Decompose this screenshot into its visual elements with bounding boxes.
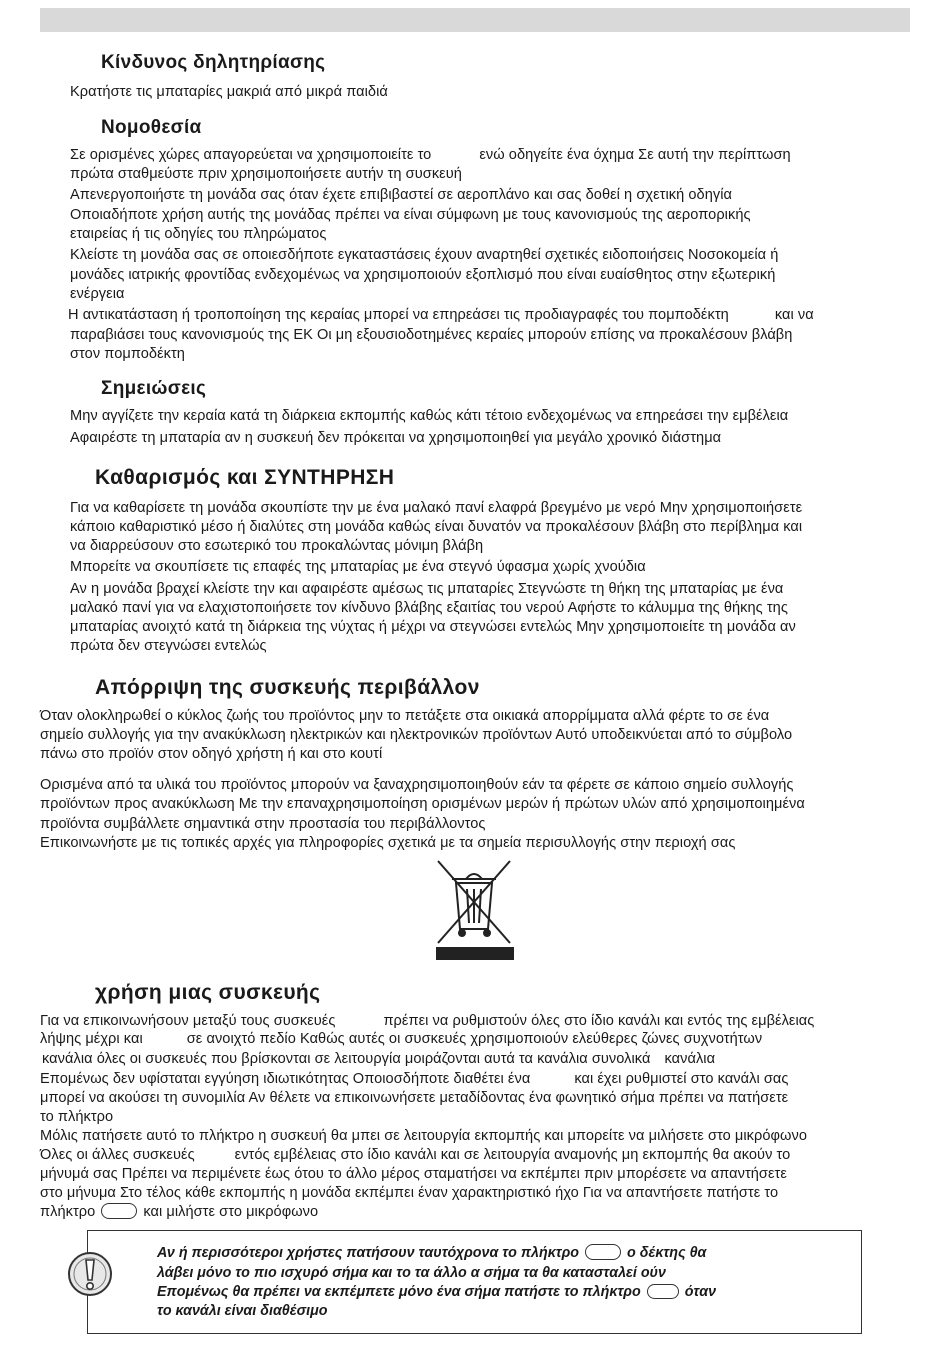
text-line: κανάλια όλες οι συσκευές που βρίσκονται σε λειτουργία μοιράζονται αυτά τα κανάλια συνολικά κανάλια	[42, 1051, 716, 1067]
text-line: ενέργεια	[70, 286, 125, 302]
text-line: μονάδες ιατρικής φροντίδας ενδεχομένως να χρησιμοποιούν εξοπλισμό που είναι ευαίσθητος στην εξωτερική	[70, 267, 776, 283]
text-line: Όταν ολοκληρωθεί ο κύκλος ζωής του προϊόντος μην το πετάξετε στα οικιακά απορρίμματα αλλά φέρτε το σε ένα	[40, 708, 770, 724]
text-line: Αφαιρέστε τη μπαταρία αν η συσκευή δεν πρόκειται να χρησιμοποιηθεί για μεγάλο χρονικό διάστημα	[70, 430, 722, 446]
text-line: στο μήνυμα Στο τέλος κάθε εκπομπής η μονάδα εκπέμπει έναν χαρακτηριστικό ήχο Για να απαντήσετε πατήστε το	[40, 1185, 779, 1201]
text-line: μαλακό πανί για να ελαχιστοποιήσετε τον κίνδυνο βλάβης εξαιτίας του νερού Αφήστε το κάλυμμα της θήκης της	[70, 600, 788, 616]
note-line: Επομένως θα πρέπει να εκπέμπετε μόνο ένα σήμα πατήστε το πλήκτρο όταν	[157, 1284, 717, 1300]
heading-usage: χρήση μιας συσκευής	[95, 981, 321, 1004]
heading-notes: Σημειώσεις	[101, 378, 207, 399]
text-line: πρώτα δεν στεγνώσει εντελώς	[70, 638, 267, 654]
text-line: Κλείστε τη μονάδα σας σε οποιεσδήποτε εγκαταστάσεις έχουν αναρτηθεί σχετικές ειδοποιήσεις Νοσοκομεία ή	[70, 247, 779, 263]
ptt-key-icon	[647, 1284, 679, 1299]
text-line: κάποιο καθαριστικό μέσο ή διαλύτες στη μονάδα καθώς είναι δυνατόν να προκαλέσουν βλάβη στο περίβλημα και	[70, 519, 803, 535]
text-line: Όλες οι άλλες συσκευές εντός εμβέλειας στο ίδιο κανάλι και σε λειτουργία αναμονής μη εκπομπής θα ακούν το	[40, 1147, 791, 1163]
heading-law: Νομοθεσία	[101, 117, 202, 138]
text-line: Επομένως δεν υφίσταται εγγύηση ιδιωτικότητας Οποιοσδήποτε διαθέτει ένα και έχει ρυθμιστεί στο κανάλι σας	[40, 1071, 789, 1087]
text-line: Μην αγγίζετε την κεραία κατά τη διάρκεια εκπομπής καθώς κάτι τέτοιο ενδεχομένως να επηρεάσει την εμβέλεια	[70, 408, 789, 424]
text-line: Για να καθαρίσετε τη μονάδα σκουπίστε την με ένα μαλακό πανί ελαφρά βρεγμένο με νερό Μην χρησιμοποιήσετε	[70, 500, 803, 516]
ptt-key-icon	[585, 1244, 621, 1260]
heading-poison: Κίνδυνος δηλητηρίασης	[101, 52, 326, 73]
heading-cleaning: Καθαρισμός και ΣΥΝΤΗΡΗΣΗ	[95, 466, 395, 489]
text-line: Σε ορισμένες χώρες απαγορεύεται να χρησιμοποιείτε το ενώ οδηγείτε ένα όχημα Σε αυτή την περίπτωση	[70, 147, 791, 163]
text-line: μπαταρίας ανοιχτό κατά τη διάρκεια της νύχτας ή μέχρι να στεγνώσει εντελώς Μην χρησιμοποιείτε τη μονάδα αν	[70, 619, 796, 635]
text-line: να διαρρεύσουν στο εσωτερικό του προκαλώντας μόνιμη βλάβη	[70, 538, 484, 554]
text-line: παραβιάσει τους κανονισμούς της ΕΚ Οι μη εξουσιοδοτημένες κεραίες μπορούν επίσης να προκαλέσουν βλάβη	[70, 327, 793, 343]
heading-disposal: Απόρριψη της συσκευής περιβάλλον	[95, 676, 480, 699]
text-line: πάνω στο προϊόν στον οδηγό χρήστη ή και στο κουτί	[40, 746, 383, 762]
text-line: μήνυμά σας Πρέπει να περιμένετε έως ότου το άλλο μέρος σταματήσει να εκπέμπει πριν μπορέσετε να απαντήσετε	[40, 1166, 787, 1182]
note-line: λάβει μόνο το πιο ισχυρό σήμα και το τα άλλο α σήμα τα θα κατασταλεί ούν	[157, 1265, 666, 1281]
text-line: εταιρείας ή τις οδηγίες του πληρώματος	[70, 226, 327, 242]
text-line: πρώτα σταθμεύστε πριν χρησιμοποιήσετε αυτήν τη συσκευή	[70, 166, 462, 182]
header-bar	[40, 8, 910, 32]
text-line: Για να επικοινωνήσουν μεταξύ τους συσκευές πρέπει να ρυθμιστούν όλες στο ίδιο κανάλι και εντός της εμβέλειας	[40, 1013, 815, 1029]
text-line: Η αντικατάσταση ή τροποποίηση της κεραίας μπορεί να επηρεάσει τις προδιαγραφές του πομποδέκτη και να	[68, 307, 814, 323]
text-line: Επικοινωνήστε με τις τοπικές αρχές για πληροφορίες σχετικά με τα σημεία περισυλλογής στην περιοχή σας	[40, 835, 736, 851]
note-line: Αν ή περισσότεροι χρήστες πατήσουν ταυτόχρονα το πλήκτρο ο δέκτης θα	[157, 1245, 707, 1261]
note-line: το κανάλι είναι διαθέσιμο	[157, 1303, 328, 1319]
ptt-key-icon	[101, 1203, 137, 1219]
text-line: Κρατήστε τις μπαταρίες μακριά από μικρά παιδιά	[70, 84, 388, 100]
text-line: Ορισμένα από τα υλικά του προϊόντος μπορούν να ξαναχρησιμοποιηθούν εάν τα φέρετε σε κάποιο σημείο συλλογής	[40, 777, 794, 793]
exclamation-warning-icon	[67, 1251, 113, 1297]
text-line: Οποιαδήποτε χρήση αυτής της μονάδας πρέπει να είναι σύμφωνη με τους κανονισμούς της αεροπορικής	[70, 207, 751, 223]
text-line: Αν η μονάδα βραχεί κλείστε την και αφαιρέστε αμέσως τις μπαταρίες Στεγνώστε τη θήκη της μπαταρίας με ένα	[70, 581, 784, 597]
text-line: λήψης μέχρι και σε ανοιχτό πεδίο Καθώς αυτές οι συσκευές χρησιμοποιούν ελεύθερες ζώνες συχνοτήτων	[40, 1031, 763, 1047]
text-line: το πλήκτρο	[40, 1109, 114, 1125]
text-line: σημείο συλλογής για την ανακύκλωση ηλεκτρικών και ηλεκτρονικών προϊόντων Αυτό υποδεικνύεται από το σύμβολο	[40, 727, 793, 743]
text-line: στον πομποδέκτη	[70, 346, 185, 362]
text-line: Μόλις πατήσετε αυτό το πλήκτρο η συσκευή θα μπει σε λειτουργία εκπομπής και μπορείτε να μιλήσετε στο μικρόφωνο	[40, 1128, 807, 1144]
text-line: πλήκτρο και μιλήστε στο μικρόφωνο	[40, 1204, 319, 1220]
text-line: μπορεί να ακούσει τη συνομιλία Αν θέλετε να επικοινωνήσετε μεταδίδοντας ένα φωνητικό σήμα πρέπει να πατήσετε	[40, 1090, 789, 1106]
crossed-out-wheelie-bin-icon	[430, 857, 518, 963]
text-line: Μπορείτε να σκουπίσετε τις επαφές της μπαταρίας με ένα στεγνό ύφασμα χωρίς χνούδια	[70, 559, 646, 575]
text-line: προϊόντων προς ανακύκλωση Με την επαναχρησιμοποίηση ορισμένων μερών ή πρώτων υλών από χρησιμοποιημένα	[40, 796, 805, 812]
text-line: προϊόντα συμβάλλετε σημαντικά στην προστασία του περιβάλλοντος	[40, 816, 486, 832]
text-line: Απενεργοποιήστε τη μονάδα σας όταν έχετε επιβιβαστεί σε αεροπλάνο και σας δοθεί η σχετική οδηγία	[70, 187, 733, 203]
